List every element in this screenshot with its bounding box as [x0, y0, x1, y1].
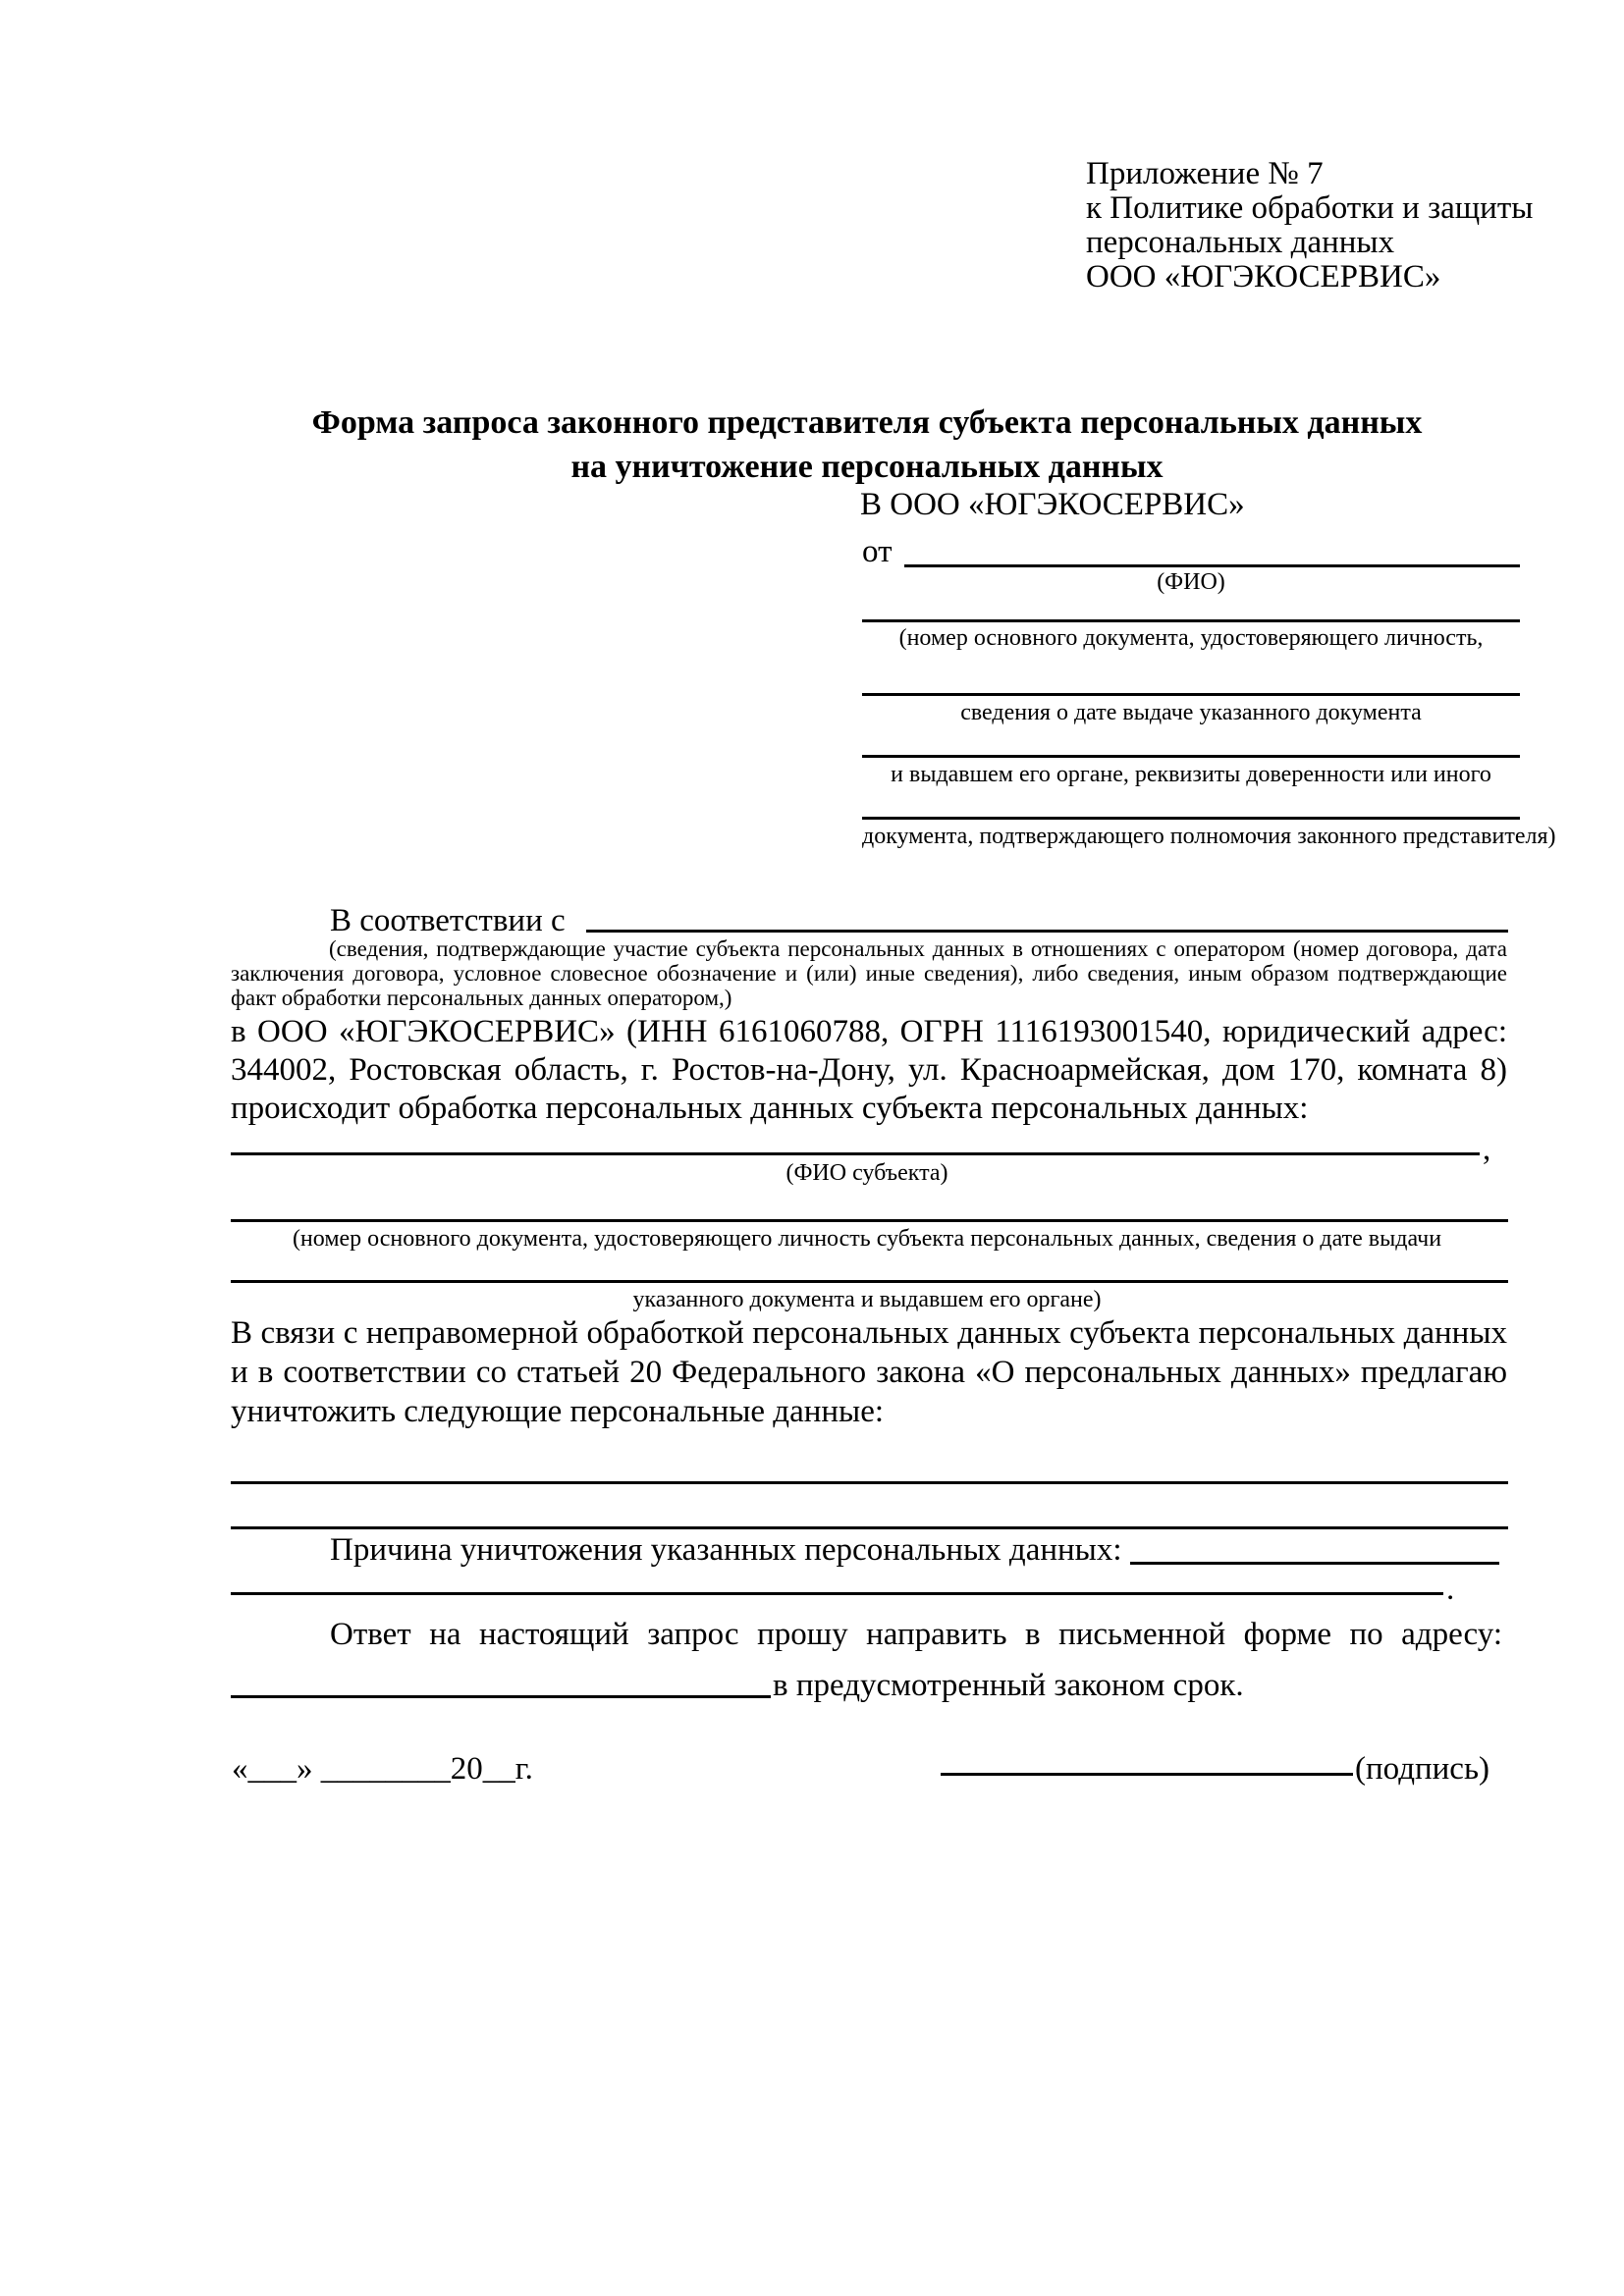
blank-line-subject-doc-number — [231, 1219, 1508, 1222]
blank-line-subject-fio — [231, 1152, 1480, 1155]
blank-line-subject-doc-issuer — [231, 1280, 1508, 1283]
reason-label: Причина уничтожения указанных персональных данных: — [330, 1532, 1122, 1568]
appendix-header-line: Приложение № 7 — [1086, 156, 1324, 191]
blank-line-reason-2 — [231, 1592, 1443, 1595]
blank-line-representative-doc-date — [862, 693, 1520, 696]
appendix-header-line: ООО «ЮГЭКОСЕРВИС» — [1086, 259, 1441, 294]
blank-line-representative-authority-doc — [862, 817, 1520, 820]
addressee-organization: В ООО «ЮГЭКОСЕРВИС» — [860, 487, 1245, 522]
blank-line-accordance — [586, 930, 1508, 933]
blank-line-data-to-destroy-1 — [231, 1481, 1508, 1484]
from-label: от — [862, 534, 893, 569]
caption-representative-authority-doc: документа, подтверждающего полномочия законного представителя) — [862, 824, 1556, 849]
blank-line-data-to-destroy-2 — [231, 1526, 1508, 1529]
appendix-header — [1086, 157, 1533, 294]
trailing-period: . — [1446, 1572, 1455, 1607]
answer-sentence: Ответ на настоящий запрос прошу направить в письменной форме по адресу: — [330, 1617, 1502, 1652]
signature-date-blank: «___» ________20__г. — [232, 1751, 533, 1787]
request-paragraph: В связи с неправомерной обработкой персональных данных субъекта персональных данных и в соответствии со статьей 20 Федерального закона «О персональных данных» предлагаю уничтожить следующие персональные данные: — [231, 1315, 1507, 1429]
document-title-line1: Форма запроса законного представителя субъекта персональных данных — [311, 404, 1423, 441]
accordance-label: В соответствии с — [330, 903, 566, 938]
blank-line-representative-fio — [904, 564, 1520, 567]
accordance-caption: (сведения, подтверждающие участие субъекта персональных данных в отношениях с оператором (номер договора, дата заключения договора, условное словесное обозначение и (или) иные сведения), либо сведения, иным образом подтверждающие факт обработки персональных данных оператором,) — [231, 936, 1507, 1010]
blank-line-reason-1 — [1130, 1562, 1499, 1565]
signature-caption: (подпись) — [1355, 1751, 1489, 1787]
blank-line-representative-doc-issuer — [862, 755, 1520, 758]
caption-subject-doc-issuer: указанного документа и выдавшем его органе) — [632, 1287, 1102, 1312]
blank-line-answer-address — [231, 1695, 771, 1698]
operator-paragraph: в ООО «ЮГЭКОСЕРВИС» (ИНН 6161060788, ОГРН 1116193001540, юридический адрес: 344002, Ростовская область, г. Ростов-на-Дону, ул. Красноармейская, дом 170, комната 8) происходит обработка персональных данных субъекта персональных данных: — [231, 1014, 1507, 1126]
trailing-comma: , — [1483, 1132, 1491, 1167]
blank-line-representative-doc-number — [862, 619, 1520, 622]
caption-representative-doc-issuer: и выдавшем его органе, реквизиты доверенности или иного — [891, 762, 1491, 787]
appendix-header-line: к Политике обработки и защиты — [1086, 190, 1534, 226]
answer-tail: в предусмотренный законом срок. — [773, 1668, 1244, 1703]
caption-subject-fio: (ФИО субъекта) — [785, 1160, 948, 1186]
caption-representative-doc-date: сведения о дате выдаче указанного документа — [960, 700, 1422, 725]
appendix-header-line: персональных данных — [1086, 225, 1395, 260]
document-title-line2: на уничтожение персональных данных — [570, 449, 1164, 485]
caption-representative-fio: (ФИО) — [1157, 569, 1225, 595]
blank-line-signature — [941, 1773, 1353, 1776]
caption-representative-doc-number: (номер основного документа, удостоверяющего личность, — [898, 625, 1484, 651]
caption-subject-doc-number: (номер основного документа, удостоверяющего личность субъекта персональных данных, сведения о дате выдачи — [292, 1226, 1442, 1252]
